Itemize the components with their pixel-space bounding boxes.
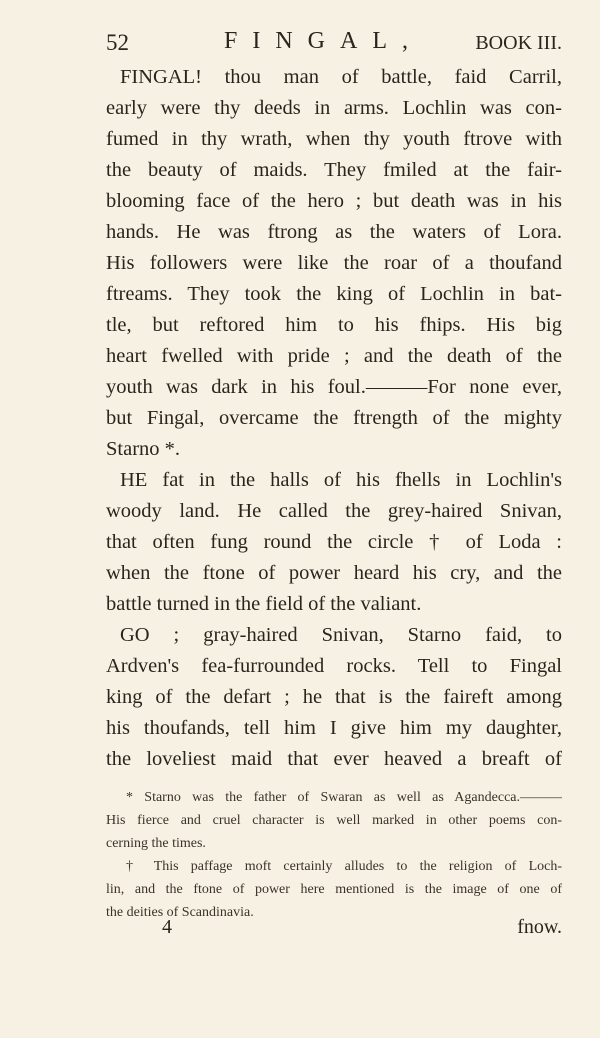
text-line: ftreams. They took the king of Lochlin in bat-: [106, 283, 562, 305]
footnote-starno: [106, 786, 562, 855]
footnote-line: lin, and the ftone of power here mentioned is the image of one of: [106, 882, 562, 897]
text-line: woody land. He called the grey-haired Snivan,: [106, 500, 562, 522]
footnote-line: the deities of Scandinavia.: [106, 905, 254, 920]
footnote-stone-of-power: [106, 855, 562, 924]
text-line: hands. He was ftrong as the waters of Lora.: [106, 221, 562, 243]
text-line: heart fwelled with pride ; and the death of the: [106, 345, 562, 367]
paragraph-fingal: [106, 62, 562, 465]
footnotes: [106, 786, 562, 924]
text-line: battle turned in the field of the valiant.: [106, 593, 422, 615]
footnote-line: His fierce and cruel character is well marked in other poems con-: [106, 813, 562, 828]
page-footer: [106, 916, 562, 946]
text-line: FINGAL! thou man of battle, faid Carril,: [120, 66, 562, 88]
text-line: but Fingal, overcame the ftrength of the mighty: [106, 407, 562, 429]
text-line: tle, but reftored him to his fhips. His big: [106, 314, 562, 336]
paragraph-go-snivan: [106, 620, 562, 775]
text-line: that often fung round the circle † of Loda :: [106, 531, 562, 553]
text-line: Ardven's fea-furrounded rocks. Tell to Fingal: [106, 655, 562, 677]
text-line: GO ; gray-haired Snivan, Starno faid, to: [120, 624, 562, 646]
text-line: Starno *.: [106, 438, 181, 460]
text-line: HE fat in the halls of his fhells in Lochlin's: [120, 469, 562, 491]
catchword: fnow.: [517, 916, 562, 938]
signature-mark: 4: [162, 916, 172, 938]
footnote-line: † This paffage moft certainly alludes to the religion of Loch-: [126, 859, 562, 874]
text-line: the loveliest maid that ever heaved a breaft of: [106, 748, 562, 770]
page-header: [106, 24, 562, 60]
page-number: 52: [106, 30, 129, 55]
text-line: king of the defart ; he that is the faireft among: [106, 686, 562, 708]
text-line: when the ftone of power heard his cry, and the: [106, 562, 562, 584]
text-line: his thoufands, tell him I give him my daughter,: [106, 717, 562, 739]
text-line: the beauty of maids. They fmiled at the fair-: [106, 159, 562, 181]
footnote-line: * Starno was the father of Swaran as well as Agandecca.———: [126, 790, 562, 805]
text-line: His followers were like the roar of a thoufand: [106, 252, 562, 274]
text-line: early were thy deeds in arms. Lochlin was con-: [106, 97, 562, 119]
running-title: FINGAL,: [224, 28, 423, 54]
book-label: BOOK III.: [475, 32, 562, 54]
text-line: fumed in thy wrath, when thy youth ftrove with: [106, 128, 562, 150]
text-line: blooming face of the hero ; but death was in his: [106, 190, 562, 212]
paragraph-starno-halls: [106, 465, 562, 620]
text-line: youth was dark in his foul.———For none ever,: [106, 376, 562, 398]
footnote-line: cerning the times.: [106, 836, 206, 851]
main-text: [106, 62, 562, 775]
